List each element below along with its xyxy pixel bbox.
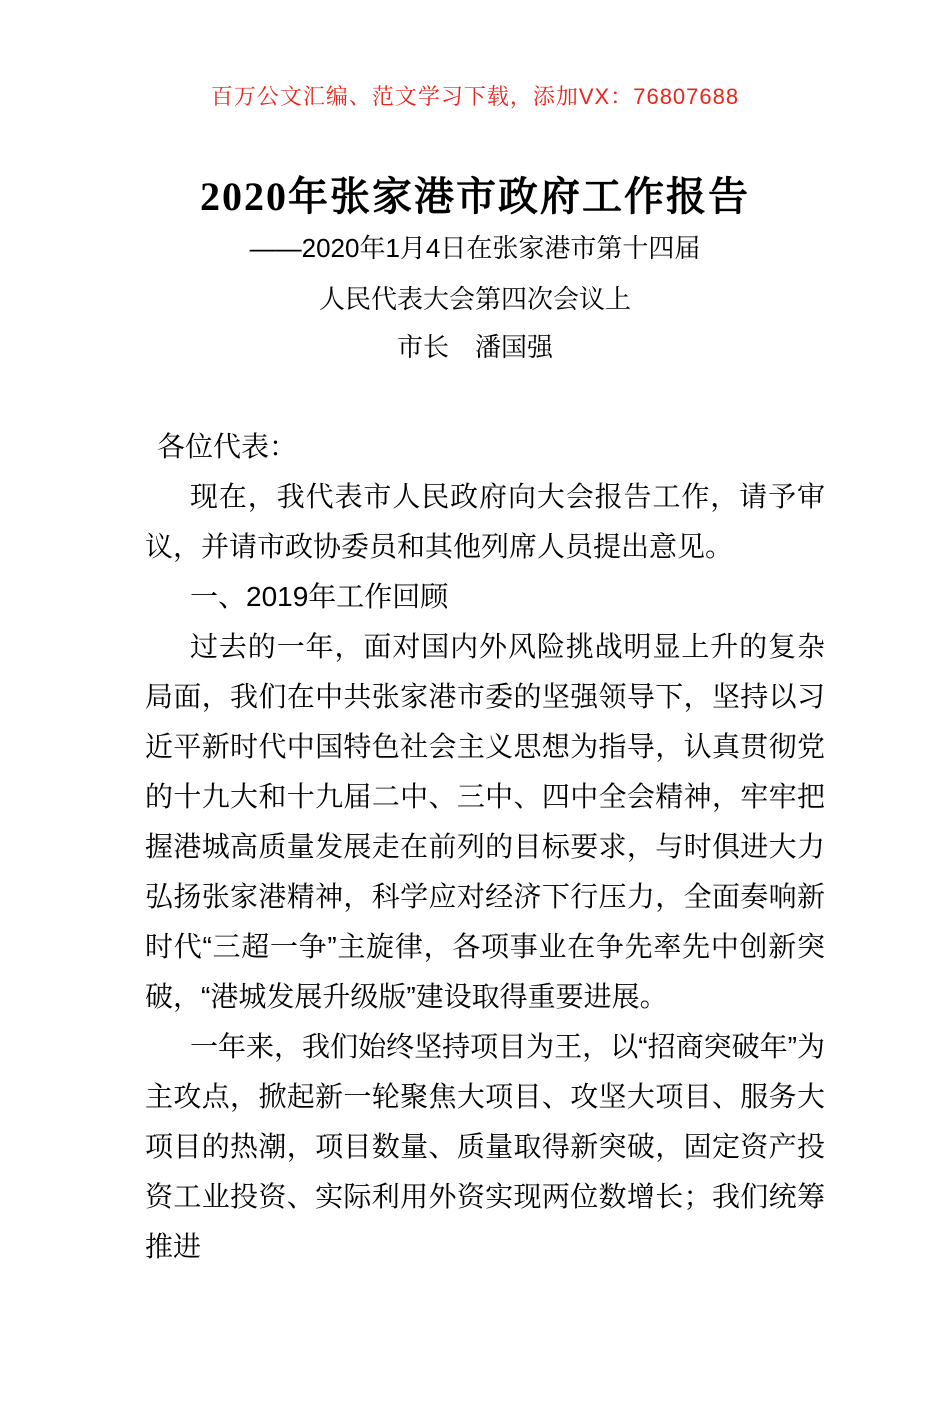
paragraph-intro: 现在，我代表市人民政府向大会报告工作，请予审议，并请市政协委员和其他列席人员提出意见。 [145, 481, 825, 562]
paragraph-review: 过去的一年，面对国内外风险挑战明显上升的复杂局面，我们在中共张家港市委的坚强领导下，坚持以习近平新时代中国特色社会主义思想为指导，认真贯彻党的十九大和十九届二中、三中、四中全会精神，牢牢把握港城高质量发展走在前列的目标要求，与时俱进大力弘扬张家港精神，科学应对经济下行压力，全面奏响新时代“三超一争”主旋律，各项事业在争先率先中创新突破，“港城发展升级版”建设取得重要进展。 [145, 631, 825, 1012]
document-byline: 市长 潘国强 [396, 332, 553, 362]
document-page [0, 84, 950, 1428]
document-title: 2020年张家港市政府工作报告 [200, 174, 750, 219]
document-subtitle-line-1: ——2020年1月4日在张家港市第十四届 [249, 233, 701, 263]
promo-banner: 百万公文汇编、范文学习下载，添加VX：76807688 [210, 84, 740, 109]
paragraph-projects: 一年来，我们始终坚持项目为王，以“招商突破年”为主攻点，掀起新一轮聚焦大项目、攻坚大项目、服务大项目的热潮，项目数量、质量取得新突破，固定资产投资工业投资、实际利用外资实现两位数增长；我们统筹推进 [145, 1031, 825, 1262]
salutation: 各位代表： [157, 431, 298, 462]
document-body [145, 422, 825, 1272]
section-heading: 一、2019年工作回顾 [190, 581, 449, 612]
document-subtitle-line-2: 人民代表大会第四次会议上 [318, 284, 631, 314]
